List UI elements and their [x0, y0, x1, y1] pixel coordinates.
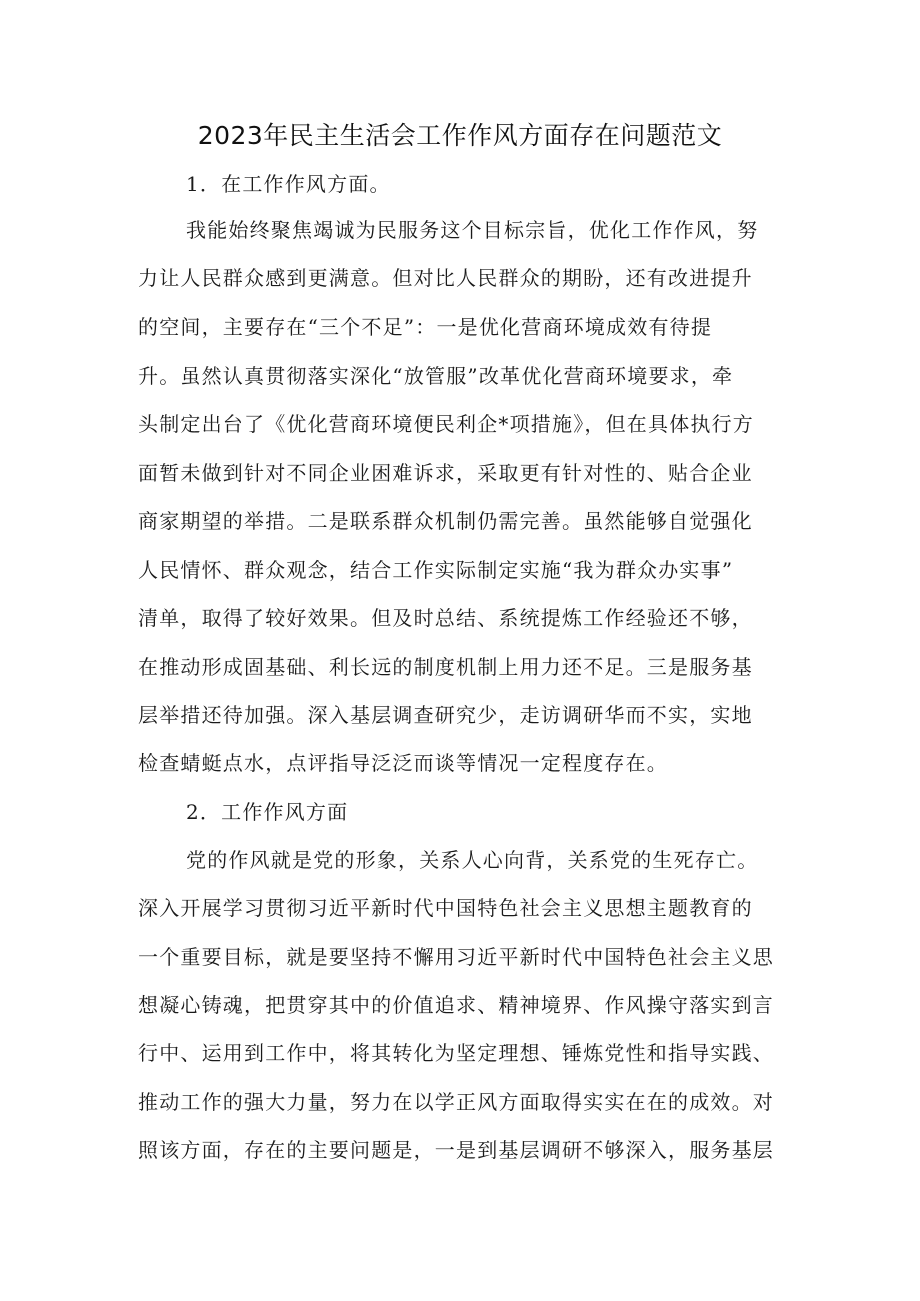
section-1-line-8: 人民情怀、群众观念，结合工作实际制定实施“我为群众办实事”	[138, 558, 734, 582]
section-1-line-12: 检查蜻蜓点水，点评指导泛泛而谈等情况一定程度存在。	[138, 751, 668, 775]
section-1-line-7: 商家期望的举措。二是联系群众机制仍需完善。虽然能够自觉强化	[138, 509, 753, 533]
section-1-line-6: 面暂未做到针对不同企业困难诉求，采取更有针对性的、贴合企业	[138, 461, 753, 485]
section-1-heading: 1．在工作作风方面。	[186, 172, 391, 196]
section-2-line-1: 党的作风就是党的形象，关系人心向背，关系党的生死存亡。	[186, 848, 759, 872]
section-1-line-2: 力让人民群众感到更满意。但对比人民群众的期盼，还有改进提升	[138, 266, 753, 290]
section-2-line-6: 推动工作的强大力量，努力在以学正风方面取得实实在在的成效。对	[138, 1090, 774, 1114]
section-1-line-10: 在推动形成固基础、利长远的制度机制上用力还不足。三是服务基	[138, 655, 753, 679]
section-1-line-4: 升。虽然认真贯彻落实深化“放管服”改革优化营商环境要求，牵	[138, 364, 734, 388]
section-2-line-7: 照该方面，存在的主要问题是，一是到基层调研不够深入，服务基层	[138, 1138, 774, 1162]
section-2-heading: 2．工作作风方面	[186, 800, 349, 824]
document-title: 2023年民主生活会工作作风方面存在问题范文	[197, 121, 723, 150]
section-1-line-11: 层举措还待加强。深入基层调查研究少，走访调研华而不实，实地	[138, 703, 753, 727]
section-1-line-3: 的空间，主要存在“三个不足”：一是优化营商环境成效有待提	[138, 315, 713, 339]
section-2-line-5: 行中、运用到工作中，将其转化为坚定理想、锤炼党性和指导实践、	[138, 1041, 774, 1065]
section-2-line-2: 深入开展学习贯彻习近平新时代中国特色社会主义思想主题教育的	[138, 896, 753, 920]
section-2-line-3: 一个重要目标，就是要坚持不懈用习近平新时代中国特色社会主义思	[138, 945, 774, 969]
section-2-line-4: 想凝心铸魂，把贯穿其中的价值追求、精神境界、作风操守落实到言	[138, 993, 774, 1017]
section-1-line-9: 清单，取得了较好效果。但及时总结、系统提炼工作经验还不够，	[138, 606, 753, 630]
section-1-line-1: 我能始终聚焦竭诚为民服务这个目标宗旨，优化工作作风，努	[186, 218, 759, 242]
section-1-line-5: 头制定出台了《优化营商环境便民利企*项措施》，但在具体执行方	[138, 412, 754, 436]
